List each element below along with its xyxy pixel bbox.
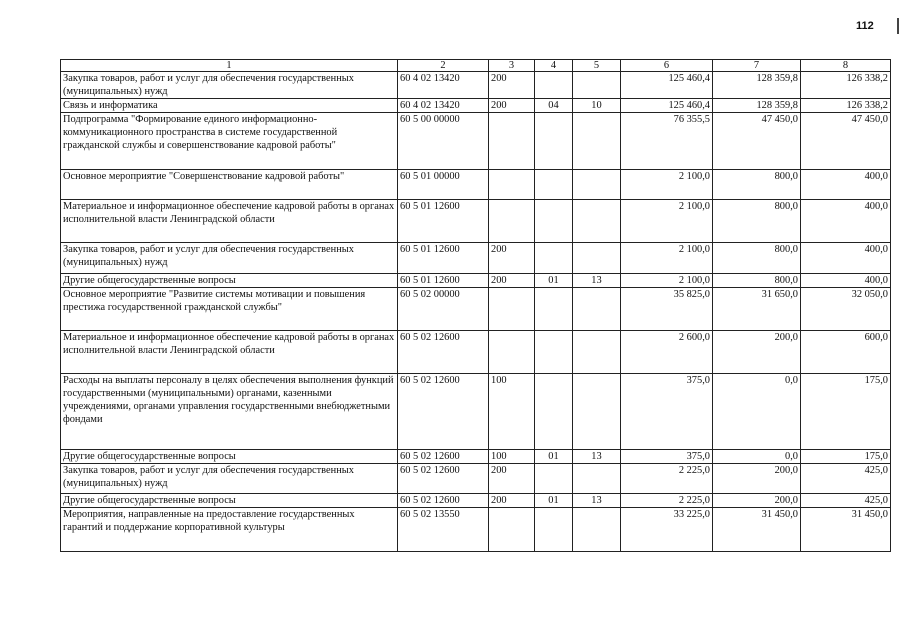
- header-cell: 8: [801, 60, 891, 72]
- row-name: Мероприятия, направленные на предоставление государственных гарантий и поддержание корпоративной культуры: [61, 508, 398, 552]
- row-value-col8: 175,0: [801, 450, 891, 464]
- row-value-col8: 32 050,0: [801, 288, 891, 331]
- row-expense-type: [489, 200, 535, 243]
- row-value-col6: 33 225,0: [621, 508, 713, 552]
- row-code: 60 5 02 12600: [398, 464, 489, 494]
- table-row: [61, 450, 891, 464]
- row-section: [535, 288, 573, 331]
- table-row: [61, 288, 891, 331]
- row-code: 60 5 01 12600: [398, 200, 489, 243]
- row-subsection: 13: [573, 274, 621, 288]
- row-name: Закупка товаров, работ и услуг для обеспечения государственных (муниципальных) нужд: [61, 72, 398, 99]
- row-expense-type: [489, 113, 535, 170]
- row-expense-type: [489, 170, 535, 200]
- row-code: 60 5 02 12600: [398, 331, 489, 374]
- row-value-col8: 425,0: [801, 464, 891, 494]
- row-value-col7: 800,0: [713, 200, 801, 243]
- row-value-col8: 400,0: [801, 200, 891, 243]
- row-value-col7: 31 650,0: [713, 288, 801, 331]
- row-value-col8: 400,0: [801, 274, 891, 288]
- row-subsection: [573, 170, 621, 200]
- row-subsection: [573, 331, 621, 374]
- row-value-col7: 0,0: [713, 450, 801, 464]
- row-subsection: [573, 508, 621, 552]
- row-value-col6: 35 825,0: [621, 288, 713, 331]
- table-row: [61, 374, 891, 450]
- row-expense-type: 200: [489, 72, 535, 99]
- row-code: 60 5 01 12600: [398, 274, 489, 288]
- row-section: 01: [535, 494, 573, 508]
- row-code: 60 5 02 12600: [398, 494, 489, 508]
- table-row: [61, 99, 891, 113]
- row-code: 60 5 01 12600: [398, 243, 489, 274]
- header-cell: 3: [489, 60, 535, 72]
- row-subsection: [573, 374, 621, 450]
- row-subsection: 13: [573, 494, 621, 508]
- row-value-col6: 375,0: [621, 450, 713, 464]
- row-code: 60 5 02 12600: [398, 450, 489, 464]
- row-section: [535, 508, 573, 552]
- row-value-col8: 600,0: [801, 331, 891, 374]
- row-value-col7: 200,0: [713, 494, 801, 508]
- row-name: Подпрограмма "Формирование единого информационно-коммуникационного пространства в системе государственной гражданской службы и совершенствование кадровой работы": [61, 113, 398, 170]
- row-section: 04: [535, 99, 573, 113]
- row-section: [535, 200, 573, 243]
- row-value-col7: 200,0: [713, 331, 801, 374]
- row-subsection: 13: [573, 450, 621, 464]
- row-code: 60 5 02 00000: [398, 288, 489, 331]
- row-value-col6: 2 100,0: [621, 274, 713, 288]
- row-value-col6: 2 225,0: [621, 494, 713, 508]
- row-value-col7: 31 450,0: [713, 508, 801, 552]
- row-expense-type: 200: [489, 243, 535, 274]
- row-expense-type: 200: [489, 464, 535, 494]
- row-subsection: [573, 243, 621, 274]
- header-cell: 4: [535, 60, 573, 72]
- row-value-col8: 47 450,0: [801, 113, 891, 170]
- table-row: [61, 494, 891, 508]
- row-name: Другие общегосударственные вопросы: [61, 450, 398, 464]
- row-subsection: [573, 72, 621, 99]
- row-expense-type: [489, 288, 535, 331]
- table-row: [61, 464, 891, 494]
- row-value-col7: 800,0: [713, 243, 801, 274]
- row-section: [535, 464, 573, 494]
- row-section: [535, 374, 573, 450]
- row-value-col7: 47 450,0: [713, 113, 801, 170]
- row-subsection: [573, 200, 621, 243]
- row-section: [535, 113, 573, 170]
- row-code: 60 5 02 13550: [398, 508, 489, 552]
- row-name: Основное мероприятие "Совершенствование кадровой работы": [61, 170, 398, 200]
- row-value-col6: 375,0: [621, 374, 713, 450]
- row-expense-type: 100: [489, 374, 535, 450]
- row-name: Материальное и информационное обеспечение кадровой работы в органах исполнительной власти Ленинградской области: [61, 331, 398, 374]
- row-value-col8: 126 338,2: [801, 72, 891, 99]
- row-code: 60 4 02 13420: [398, 99, 489, 113]
- table-row: [61, 243, 891, 274]
- row-name: Другие общегосударственные вопросы: [61, 274, 398, 288]
- table-row: [61, 508, 891, 552]
- row-expense-type: 200: [489, 494, 535, 508]
- header-cell: 6: [621, 60, 713, 72]
- row-expense-type: 200: [489, 99, 535, 113]
- row-value-col7: 128 359,8: [713, 72, 801, 99]
- row-value-col6: 2 600,0: [621, 331, 713, 374]
- row-code: 60 5 00 00000: [398, 113, 489, 170]
- header-cell: 1: [61, 60, 398, 72]
- row-value-col8: 31 450,0: [801, 508, 891, 552]
- row-value-col8: 400,0: [801, 243, 891, 274]
- row-section: [535, 243, 573, 274]
- table-row: [61, 274, 891, 288]
- row-expense-type: [489, 508, 535, 552]
- row-value-col8: 400,0: [801, 170, 891, 200]
- row-expense-type: [489, 331, 535, 374]
- table-row: [61, 170, 891, 200]
- table-row: [61, 331, 891, 374]
- row-value-col7: 800,0: [713, 274, 801, 288]
- row-value-col7: 128 359,8: [713, 99, 801, 113]
- table-row: [61, 113, 891, 170]
- row-name: Связь и информатика: [61, 99, 398, 113]
- row-name: Материальное и информационное обеспечение кадровой работы в органах исполнительной власти Ленинградской области: [61, 200, 398, 243]
- row-value-col7: 0,0: [713, 374, 801, 450]
- table-header-row: [61, 60, 891, 72]
- row-name: Закупка товаров, работ и услуг для обеспечения государственных (муниципальных) нужд: [61, 464, 398, 494]
- row-subsection: [573, 288, 621, 331]
- row-name: Основное мероприятие "Развитие системы мотивации и повышения престижа государственной гражданской службы": [61, 288, 398, 331]
- budget-table: [60, 59, 891, 552]
- table-row: [61, 200, 891, 243]
- row-value-col8: 175,0: [801, 374, 891, 450]
- header-cell: 2: [398, 60, 489, 72]
- row-value-col7: 800,0: [713, 170, 801, 200]
- row-value-col8: 425,0: [801, 494, 891, 508]
- row-expense-type: 200: [489, 274, 535, 288]
- page-edge-mark: [897, 18, 899, 34]
- row-subsection: [573, 464, 621, 494]
- page-number: 112: [856, 20, 874, 32]
- row-subsection: [573, 113, 621, 170]
- row-code: 60 5 02 12600: [398, 374, 489, 450]
- row-value-col6: 2 100,0: [621, 200, 713, 243]
- row-code: 60 4 02 13420: [398, 72, 489, 99]
- header-cell: 7: [713, 60, 801, 72]
- table-row: [61, 72, 891, 99]
- row-name: Закупка товаров, работ и услуг для обеспечения государственных (муниципальных) нужд: [61, 243, 398, 274]
- row-section: [535, 170, 573, 200]
- row-value-col6: 2 100,0: [621, 170, 713, 200]
- row-name: Расходы на выплаты персоналу в целях обеспечения выполнения функций государственными (муниципальными) органами, казенными учреждениями, органами управления государственными внебюджетными фондами: [61, 374, 398, 450]
- row-value-col6: 125 460,4: [621, 72, 713, 99]
- row-value-col6: 2 100,0: [621, 243, 713, 274]
- header-cell: 5: [573, 60, 621, 72]
- row-name: Другие общегосударственные вопросы: [61, 494, 398, 508]
- row-expense-type: 100: [489, 450, 535, 464]
- row-value-col6: 125 460,4: [621, 99, 713, 113]
- row-subsection: 10: [573, 99, 621, 113]
- row-value-col8: 126 338,2: [801, 99, 891, 113]
- row-section: 01: [535, 274, 573, 288]
- row-value-col6: 2 225,0: [621, 464, 713, 494]
- row-section: [535, 72, 573, 99]
- row-section: [535, 331, 573, 374]
- row-code: 60 5 01 00000: [398, 170, 489, 200]
- row-value-col7: 200,0: [713, 464, 801, 494]
- row-section: 01: [535, 450, 573, 464]
- row-value-col6: 76 355,5: [621, 113, 713, 170]
